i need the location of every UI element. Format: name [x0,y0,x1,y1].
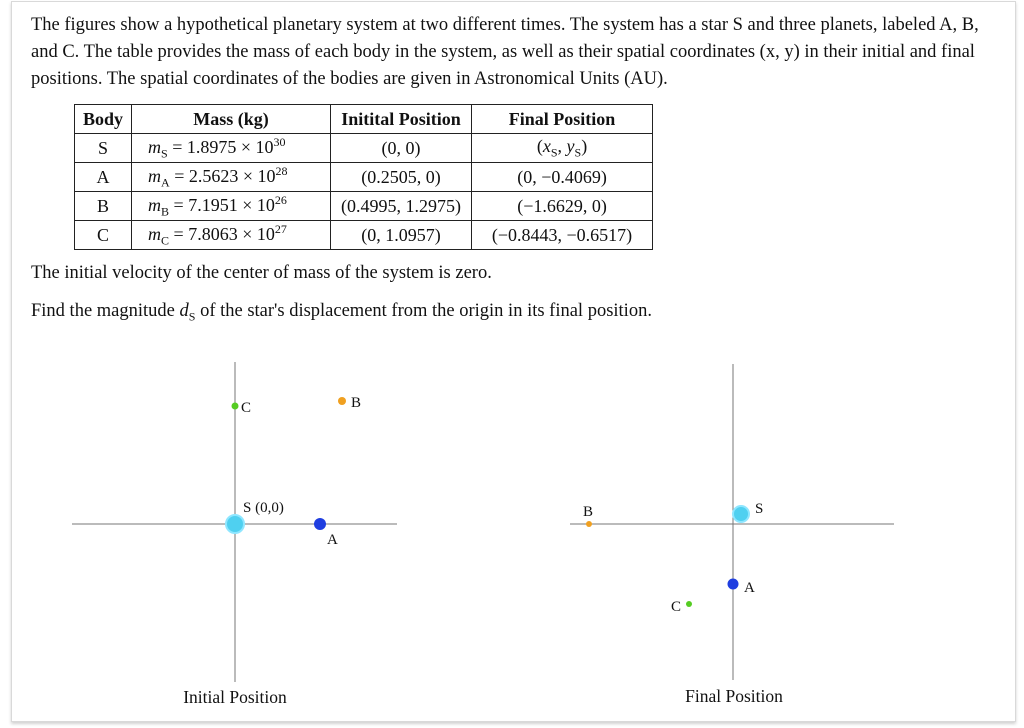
initial-caption: Initial Position [183,687,287,707]
initial-label-a: A [327,532,338,548]
initial-label-c: C [241,400,252,416]
header-body: Body [75,105,132,134]
initial-planet-a [314,518,326,530]
initial-star-s [226,515,244,533]
initial-position-cell: (0.2505, 0) [331,163,472,192]
header-mass: Mass (kg) [132,105,331,134]
final-label-c: C [671,599,682,615]
body-cell: S [75,134,132,163]
initial-position-cell: (0, 1.0957) [331,221,472,250]
mass-cell: $m_B = 7.1951 \times 10^{26}$ [132,192,331,221]
mass-cell: $m_A = 2.5623 \times 10^{28}$ [132,163,331,192]
problem-intro: The figures show a hypothetical planetary system at two different times. The system has a star S and three planets, labeled A, B, and C. The table provides the mass of each body in the system, as well as their spatial coordinates (x, y) in their initial and final positions. The spatial coordinates of the bodies are given in Astronomical Units (AU). [31,15,979,89]
table-row [75,134,653,163]
table-row [75,221,653,250]
body-cell: B [75,192,132,221]
question-given: The initial velocity of the center of mass of the system is zero. [31,263,492,283]
planetary-diagram [0,340,1024,720]
final-planet-a [728,579,739,590]
final-label-b: B [583,504,594,520]
body-cell: A [75,163,132,192]
mass-cell: $m_S = 1.8975 \times 10^{30}$ [132,134,331,163]
body-cell: C [75,221,132,250]
initial-position-diagram [72,362,397,707]
mass-cell: $m_C = 7.8063 \times 10^{27}$ [132,221,331,250]
final-label-s: S [755,501,764,517]
initial-position-cell: (0, 0) [331,134,472,163]
final-planet-c [686,601,692,607]
final-position-cell: (0, −0.4069) [472,163,653,192]
header-initial-position: Initital Position [331,105,472,134]
initial-planet-b [338,397,346,405]
final-position-cell: (−1.6629, 0) [472,192,653,221]
initial-planet-c [232,403,239,410]
initial-label-s: S (0,0) [243,500,284,516]
table-row [75,163,653,192]
final-position-cell: ($x_S$, $y_S$) [472,134,653,163]
initial-position-cell: (0.4995, 1.2975) [331,192,472,221]
table-row [75,192,653,221]
bodies-table [74,104,653,250]
final-star-s [733,506,749,522]
header-final-position: Final Position [472,105,653,134]
final-position-cell: (−0.8443, −0.6517) [472,221,653,250]
final-planet-b [586,521,592,527]
question-ask: Find the magnitude $d_S$ of the star's displacement from the origin in its final position. [31,301,652,324]
table-header-row [75,105,653,134]
initial-label-b: B [351,395,362,411]
final-position-diagram [570,364,894,706]
final-label-a: A [744,580,755,596]
final-caption: Final Position [685,686,783,706]
